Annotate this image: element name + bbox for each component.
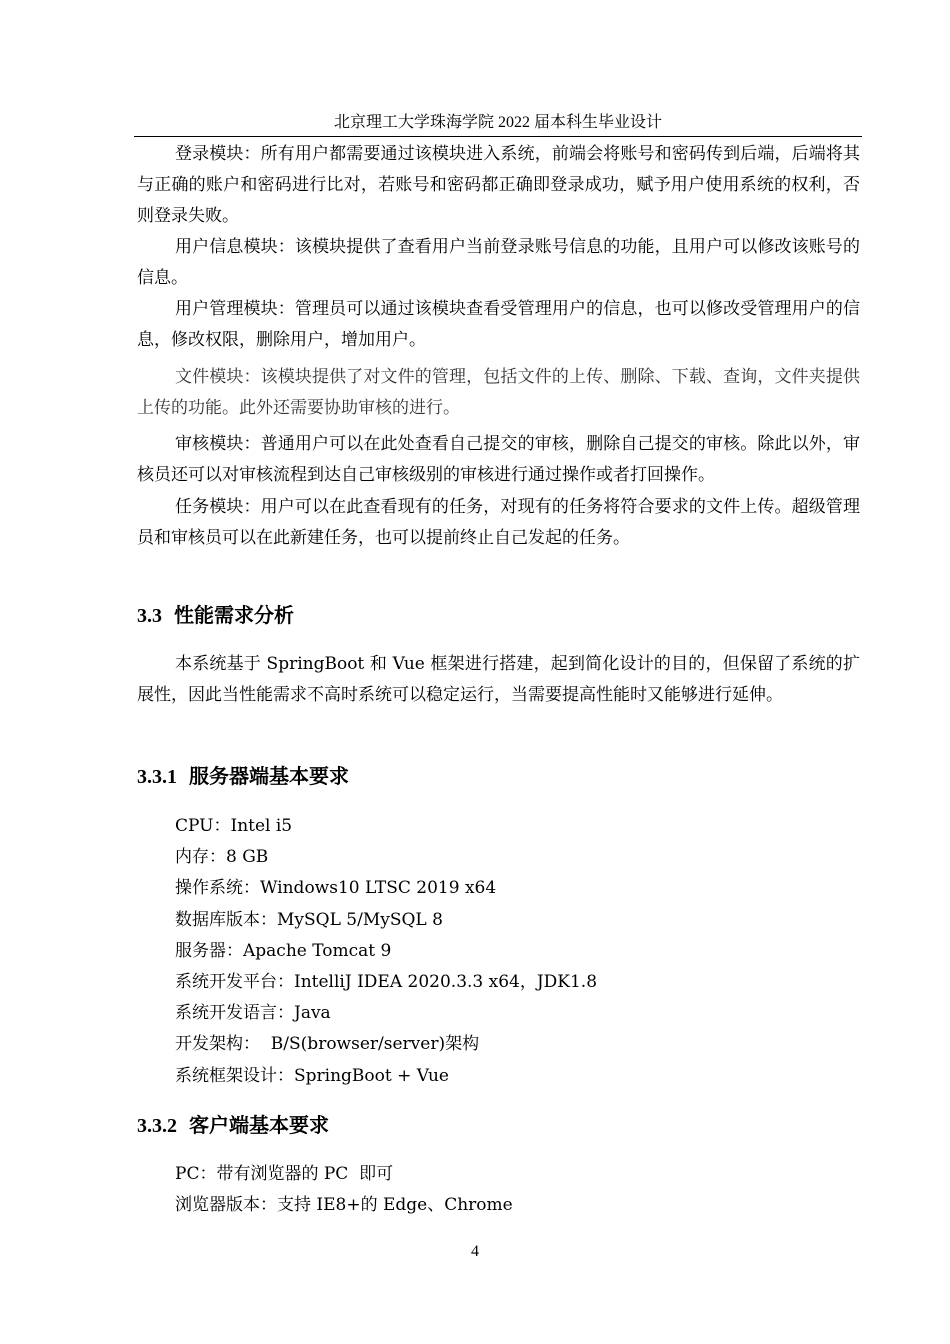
section-number: 3.3.2	[137, 1115, 177, 1137]
section-number: 3.3	[137, 605, 162, 627]
header-rule	[134, 136, 862, 137]
page-number: 4	[471, 1243, 479, 1260]
module-task-paragraph: 任务模块：用户可以在此查看现有的任务，对现有的任务将符合要求的文件上传。超级管理员和审核员可以在此新建任务，也可以提前终止自己发起的任务。	[137, 497, 860, 548]
page-header: 北京理工大学珠海学院 2022 届本科生毕业设计	[333, 114, 662, 131]
spec-database: 数据库版本：MySQL 5/MySQL 8	[175, 909, 443, 930]
module-file-paragraph: 文件模块：该模块提供了对文件的管理，包括文件的上传、删除、下载、查询，文件夹提供上传的功能。此外还需要协助审核的进行。	[137, 367, 860, 418]
spec-server: 服务器：Apache Tomcat 9	[175, 940, 392, 961]
client-spec-list	[175, 1159, 513, 1221]
spec-dev-language: 系统开发语言：Java	[175, 1003, 331, 1024]
section-title: 服务器端基本要求	[189, 764, 349, 788]
module-user-management-paragraph: 用户管理模块：管理员可以通过该模块查看受管理用户的信息，也可以修改受管理用户的信息，修改权限，删除用户，增加用户。	[137, 299, 860, 350]
module-user-info-paragraph: 用户信息模块：该模块提供了查看用户当前登录账号信息的功能，且用户可以修改该账号的信息。	[137, 237, 860, 288]
section-3-3-body: 本系统基于 SpringBoot 和 Vue 框架进行搭建，起到简化设计的目的，但保留了系统的扩展性，因此当性能需求不高时系统可以稳定运行，当需要提高性能时又能够进行延伸。	[137, 654, 860, 705]
spec-framework: 系统框架设计：SpringBoot + Vue	[175, 1065, 449, 1086]
spec-cpu: CPU：Intel i5	[175, 816, 293, 836]
module-review-paragraph: 审核模块：普通用户可以在此处查看自己提交的审核，删除自己提交的审核。除此以外，审核员还可以对审核流程到达自己审核级别的审核进行通过操作或者打回操作。	[137, 434, 860, 485]
section-title: 性能需求分析	[174, 603, 294, 627]
spec-os: 操作系统：Windows10 LTSC 2019 x64	[175, 878, 497, 899]
section-number: 3.3.1	[137, 766, 177, 788]
section-3-3-heading	[137, 600, 294, 631]
spec-dev-platform: 系统开发平台：IntelliJ IDEA 2020.3.3 x64，JDK1.8	[175, 971, 598, 992]
spec-architecture: 开发架构： B/S(browser/server)架构	[175, 1034, 480, 1055]
spec-pc: PC：带有浏览器的 PC 即可	[175, 1164, 394, 1184]
section-3-3-1-heading	[137, 761, 349, 792]
spec-browser: 浏览器版本：支持 IE8+的 Edge、Chrome	[175, 1195, 513, 1216]
server-spec-list	[175, 811, 597, 1092]
spec-memory: 内存：8 GB	[175, 847, 269, 868]
section-title: 客户端基本要求	[189, 1113, 329, 1137]
section-3-3-2-heading	[137, 1110, 329, 1141]
module-login-paragraph: 登录模块：所有用户都需要通过该模块进入系统，前端会将账号和密码传到后端，后端将其与正确的账户和密码进行比对，若账号和密码都正确即登录成功，赋予用户使用系统的权利，否则登录失败。	[137, 144, 860, 226]
